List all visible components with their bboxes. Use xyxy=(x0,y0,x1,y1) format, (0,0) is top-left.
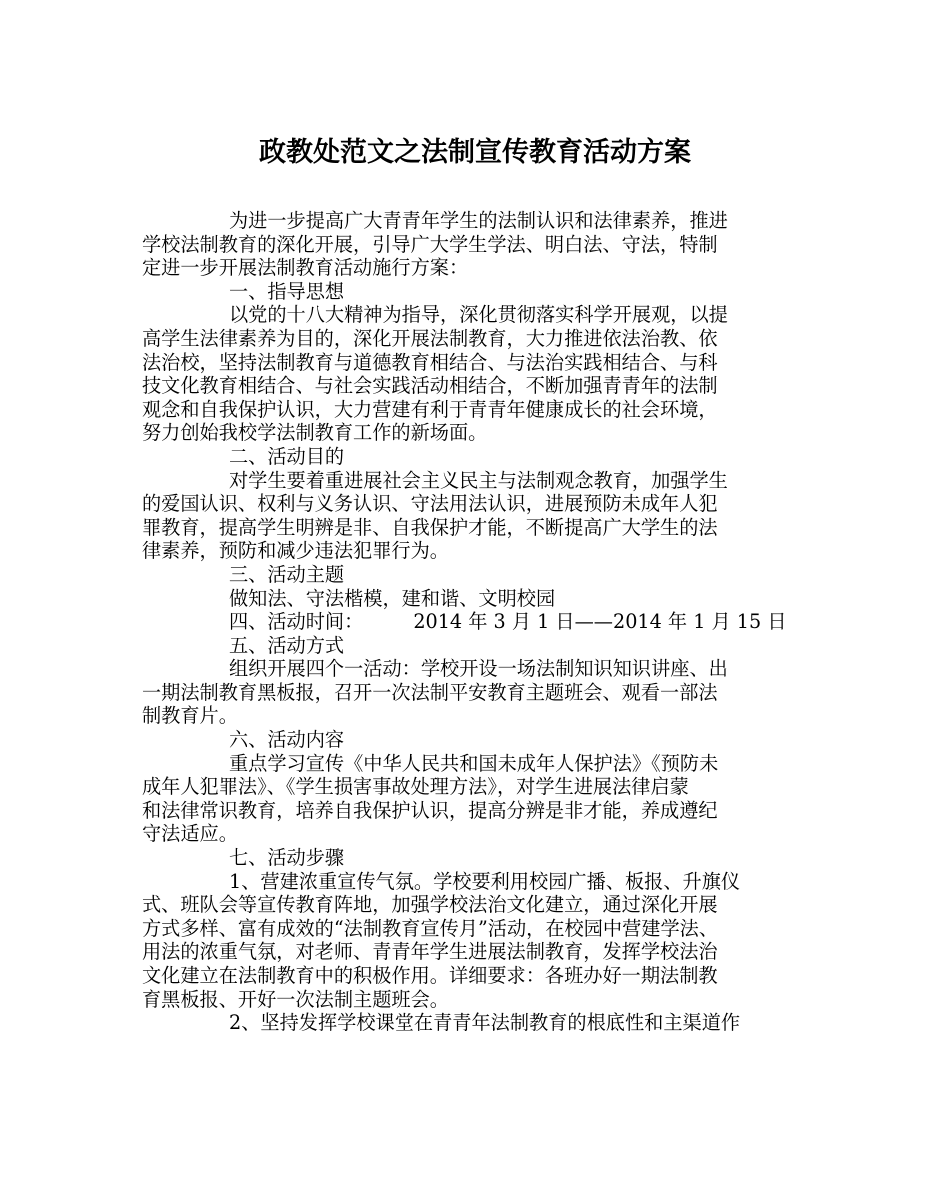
document-line xyxy=(142,822,822,846)
document-title: 政教处范文之法制宣传教育活动方案 xyxy=(259,137,691,168)
line-text: 组织开展四个一活动：学校开设一场法制知识知识讲座、出 xyxy=(229,657,728,681)
line-text: 育黑板报、开好一次法制主题班会。 xyxy=(142,987,449,1011)
document-line xyxy=(142,610,822,634)
line-text: 为进一步提高广大青青年学生的法制认识和法律素养，推进 xyxy=(229,209,728,232)
line-text: 律素养，预防和减少违法犯罪行为。 xyxy=(142,539,449,563)
line-text: 制教育片。 xyxy=(142,704,238,728)
line-text: 罪教育，提高学生明辨是非、自我保护才能，不断提高广大学生的法 xyxy=(142,515,718,539)
document-line xyxy=(142,421,822,445)
line-text: 成年人犯罪法》、《学生损害事故处理方法》，对学生进展法律启蒙 xyxy=(142,775,689,799)
document-line xyxy=(142,728,822,752)
document-line xyxy=(142,988,822,1012)
activity-date-range: 2014 年 3 月 1 日——2014 年 1 月 15 日 xyxy=(413,610,787,634)
line-text: 二、活动目的 xyxy=(229,444,345,468)
document-line xyxy=(142,634,822,658)
document-line xyxy=(142,280,822,304)
line-text: 学校法制教育的深化开展，引导广大学生学法、明白法、守法，特制 xyxy=(142,232,718,256)
line-text: 技文化教育相结合、与社会实践活动相结合，不断加强青青年的法制 xyxy=(142,374,718,398)
document-line xyxy=(142,233,822,257)
document-line xyxy=(142,704,822,728)
line-text: 六、活动内容 xyxy=(229,728,345,752)
line-text: 方式多样、富有成效的“法制教育宣传月”活动，在校园中营建学法、 xyxy=(142,916,719,940)
document-line xyxy=(142,563,822,587)
document-line xyxy=(142,539,822,563)
line-text: 定进一步开展法制教育活动施行方案： xyxy=(142,256,469,280)
document-line xyxy=(142,516,822,540)
document-line xyxy=(142,469,822,493)
document-line xyxy=(142,492,822,516)
document-line xyxy=(142,351,822,375)
document-line xyxy=(142,303,822,327)
document-line xyxy=(142,256,822,280)
document-line xyxy=(142,940,822,964)
document-line xyxy=(142,327,822,351)
line-text: 努力创始我校学法制教育工作的新场面。 xyxy=(142,421,488,445)
line-text: 五、活动方式 xyxy=(229,633,345,657)
line-text: 一、指导思想 xyxy=(229,279,345,303)
document-line xyxy=(142,657,822,681)
line-text: 对学生要着重进展社会主义民主与法制观念教育，加强学生 xyxy=(229,468,728,492)
document-line xyxy=(142,846,822,870)
document-line xyxy=(142,374,822,398)
document-line xyxy=(142,209,822,233)
line-text: 1、营建浓重宣传气氛。学校要利用校园广播、板报、升旗仪 xyxy=(229,869,741,893)
document-line xyxy=(142,587,822,611)
document-line xyxy=(142,445,822,469)
document-body xyxy=(142,209,822,1035)
document-line xyxy=(142,964,822,988)
line-text: 高学生法律素养为目的，深化开展法制教育，大力推进依法治教、依 xyxy=(142,326,718,350)
document-line xyxy=(142,681,822,705)
document-line xyxy=(142,893,822,917)
document-line xyxy=(142,775,822,799)
document-line xyxy=(142,870,822,894)
document-line xyxy=(142,752,822,776)
document-line xyxy=(142,917,822,941)
line-text: 观念和自我保护认识，大力营建有利于青青年健康成长的社会环境， xyxy=(142,397,718,421)
line-text: 的爱国认识、权利与义务认识、守法用法认识，进展预防未成年人犯 xyxy=(142,492,718,516)
line-text: 和法律常识教育，培养自我保护认识，提高分辨是非才能，养成遵纪 xyxy=(142,798,718,822)
line-text: 守法适应。 xyxy=(142,822,238,846)
line-text: 式、班队会等宣传教育阵地，加强学校法治文化建立，通过深化开展 xyxy=(142,893,718,917)
line-text: 文化建立在法制教育中的积极作用。详细要求：各班办好一期法制教 xyxy=(142,964,718,987)
line-text: 2、坚持发挥学校课堂在青青年法制教育的根底性和主渠道作 xyxy=(229,1011,741,1035)
line-text: 以党的十八大精神为指导，深化贯彻落实科学开展观，以提 xyxy=(229,303,728,327)
line-text: 用法的浓重气氛，对老师、青青年学生进展法制教育，发挥学校法治 xyxy=(142,940,718,964)
line-text: 三、活动主题 xyxy=(229,562,345,586)
document-line xyxy=(142,1011,822,1035)
document-line xyxy=(142,398,822,422)
line-text: 七、活动步骤 xyxy=(229,846,345,870)
line-text: 重点学习宣传《中华人民共和国未成年人保护法》《预防未 xyxy=(229,751,719,775)
line-text: 法治校，坚持法制教育与道德教育相结合、与法治实践相结合、与科 xyxy=(142,350,718,374)
line-text: 四、活动时间： xyxy=(229,610,364,634)
line-text: 一期法制教育黑板报，召开一次法制平安教育主题班会、观看一部法 xyxy=(142,680,718,704)
line-text: 做知法、守法楷模，建和谐、文明校园 xyxy=(229,586,556,610)
document-line xyxy=(142,799,822,823)
